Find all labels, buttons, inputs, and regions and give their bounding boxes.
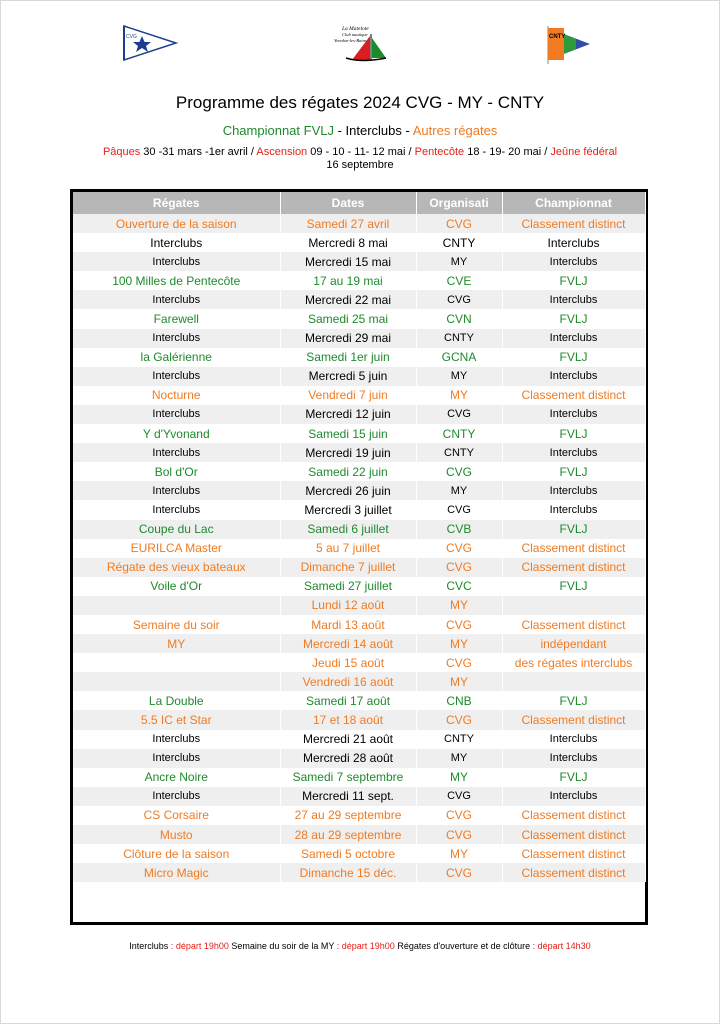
holidays-line <box>60 146 660 172</box>
cell-regate: Y d'Yvonand <box>73 424 280 443</box>
page-title: Programme des régates 2024 CVG - MY - CNTY <box>175 93 545 112</box>
cell-championnat: FVLJ <box>502 348 645 367</box>
cell-date: Samedi 27 avril <box>280 214 416 233</box>
cell-date: 28 au 29 septembre <box>280 825 416 844</box>
table-row <box>73 653 645 672</box>
cell-regate: MY <box>73 634 280 653</box>
cell-regate: Coupe du Lac <box>73 520 280 539</box>
cell-date: Jeudi 15 août <box>280 653 416 672</box>
table-header-row <box>73 192 645 214</box>
cell-date: Mercredi 8 mai <box>280 233 416 252</box>
subtitle-interclubs: Interclubs <box>345 123 402 138</box>
cell-date: Mercredi 15 mai <box>280 252 416 271</box>
cell-organisation: MY <box>416 367 502 386</box>
cell-organisation: CNTY <box>416 730 502 749</box>
cell-regate: CS Corsaire <box>73 806 280 825</box>
cell-organisation: CVG <box>416 462 502 481</box>
regattas-table-frame <box>70 189 648 925</box>
cell-date: Mercredi 12 juin <box>280 405 416 424</box>
table-row <box>73 252 645 271</box>
cell-regate: 5.5 IC et Star <box>73 710 280 729</box>
cell-organisation: MY <box>416 634 502 653</box>
cell-championnat: FVLJ <box>502 271 645 290</box>
cell-championnat: FVLJ <box>502 520 645 539</box>
footer-text: Régates d'ouverture et de clôture <box>397 941 531 951</box>
cell-championnat: FVLJ <box>502 462 645 481</box>
cell-organisation: CNTY <box>416 443 502 462</box>
cell-regate: Semaine du soir <box>73 615 280 634</box>
cell-regate: Interclubs <box>73 290 280 309</box>
cell-regate: Clôture de la saison <box>73 844 280 863</box>
cell-date: Mercredi 22 mai <box>280 290 416 309</box>
cell-championnat: FVLJ <box>502 424 645 443</box>
cell-organisation: CVE <box>416 271 502 290</box>
table-row <box>73 386 645 405</box>
cell-organisation: CNTY <box>416 424 502 443</box>
footer-note <box>0 941 720 951</box>
cell-organisation: MY <box>416 252 502 271</box>
cell-date: Mercredi 21 août <box>280 730 416 749</box>
cell-championnat: Interclubs <box>502 252 645 271</box>
table-row <box>73 405 645 424</box>
cell-championnat: Classement distinct <box>502 615 645 634</box>
column-header-championnat: Championnat <box>502 192 645 214</box>
cell-organisation: CVB <box>416 520 502 539</box>
table-row <box>73 615 645 634</box>
holiday-dates: 18 - 19- 20 mai <box>464 146 545 158</box>
cell-championnat: Interclubs <box>502 730 645 749</box>
holiday-sep: / <box>408 146 415 158</box>
column-header-organisation: Organisati <box>416 192 502 214</box>
cell-championnat: des régates interclubs <box>502 653 645 672</box>
cell-championnat: FVLJ <box>502 577 645 596</box>
cell-date: 17 au 19 mai <box>280 271 416 290</box>
cell-regate: Nocturne <box>73 386 280 405</box>
footer-time: : départ 19h00 <box>168 941 232 951</box>
cvg-logo <box>120 24 180 62</box>
holiday-dates: 16 septembre <box>326 159 394 171</box>
cell-organisation: CVG <box>416 539 502 558</box>
cell-date: Mercredi 26 juin <box>280 481 416 500</box>
table-row <box>73 749 645 768</box>
cell-date: 27 au 29 septembre <box>280 806 416 825</box>
table-row <box>73 730 645 749</box>
cell-championnat: Classement distinct <box>502 710 645 729</box>
cell-championnat: FVLJ <box>502 768 645 787</box>
cell-date: Mercredi 19 juin <box>280 443 416 462</box>
subtitle-fvlj: Championnat FVLJ <box>222 123 334 138</box>
regattas-table <box>73 192 646 882</box>
table-row <box>73 558 645 577</box>
table-row <box>73 462 645 481</box>
cell-championnat: FVLJ <box>502 691 645 710</box>
footer-text: Interclubs <box>129 941 169 951</box>
subtitle-autres: Autres régates <box>412 123 498 138</box>
cell-organisation: GCNA <box>416 348 502 367</box>
cell-organisation: MY <box>416 481 502 500</box>
cell-regate: Interclubs <box>73 233 280 252</box>
cell-championnat: FVLJ <box>502 309 645 328</box>
cell-organisation: CVN <box>416 309 502 328</box>
cell-organisation: CVG <box>416 863 502 882</box>
cell-date: Mardi 13 août <box>280 615 416 634</box>
cell-organisation: CVG <box>416 825 502 844</box>
table-row <box>73 844 645 863</box>
cell-organisation: MY <box>416 749 502 768</box>
cell-championnat: Interclubs <box>502 749 645 768</box>
cell-regate: La Double <box>73 691 280 710</box>
cell-championnat: Interclubs <box>502 787 645 806</box>
table-row <box>73 500 645 519</box>
cell-organisation: MY <box>416 386 502 405</box>
cell-date: 5 au 7 juillet <box>280 539 416 558</box>
column-header-dates: Dates <box>280 192 416 214</box>
table-row <box>73 768 645 787</box>
cell-championnat: Interclubs <box>502 500 645 519</box>
table-row <box>73 520 645 539</box>
cell-date: Mercredi 3 juillet <box>280 500 416 519</box>
cell-organisation: CVG <box>416 405 502 424</box>
cell-organisation: MY <box>416 768 502 787</box>
cell-championnat: Classement distinct <box>502 558 645 577</box>
table-row <box>73 481 645 500</box>
cell-championnat: Interclubs <box>502 481 645 500</box>
cnty-logo <box>544 24 594 66</box>
table-row <box>73 577 645 596</box>
cell-regate: Interclubs <box>73 252 280 271</box>
cell-championnat <box>502 672 645 691</box>
cell-date: Vendredi 16 août <box>280 672 416 691</box>
my-logo <box>312 22 392 64</box>
cell-organisation: CVG <box>416 615 502 634</box>
cell-date: Samedi 27 juillet <box>280 577 416 596</box>
cell-championnat: Classement distinct <box>502 386 645 405</box>
cell-organisation: CNTY <box>416 329 502 348</box>
cell-regate <box>73 653 280 672</box>
holiday-label: Ascension <box>256 146 308 158</box>
footer-time: : départ 14h30 <box>530 941 591 951</box>
svg-text:La Matelote: La Matelote <box>342 26 369 32</box>
holiday-sep: / <box>250 146 257 158</box>
cell-regate: Interclubs <box>73 730 280 749</box>
table-row <box>73 233 645 252</box>
cell-date: Samedi 7 septembre <box>280 768 416 787</box>
cell-regate: Interclubs <box>73 481 280 500</box>
cell-date: Mercredi 29 mai <box>280 329 416 348</box>
cell-championnat: Interclubs <box>502 290 645 309</box>
svg-text:CNTY: CNTY <box>549 34 566 40</box>
cell-organisation: MY <box>416 844 502 863</box>
cell-championnat: Interclubs <box>502 233 645 252</box>
table-row <box>73 539 645 558</box>
table-row <box>73 271 645 290</box>
cell-date: Samedi 1er juin <box>280 348 416 367</box>
svg-text:CVG: CVG <box>126 34 137 40</box>
svg-text:Club nautique: Club nautique <box>342 32 368 37</box>
table-row <box>73 214 645 233</box>
cell-regate: la Galérienne <box>73 348 280 367</box>
cell-regate <box>73 672 280 691</box>
cell-organisation: CVG <box>416 214 502 233</box>
cell-championnat: Classement distinct <box>502 825 645 844</box>
cell-date: Samedi 5 octobre <box>280 844 416 863</box>
cell-championnat: Interclubs <box>502 405 645 424</box>
table-row <box>73 424 645 443</box>
cell-date: Samedi 25 mai <box>280 309 416 328</box>
cell-organisation: CVG <box>416 290 502 309</box>
holiday-sep: / <box>544 146 551 158</box>
cell-date: Vendredi 7 juin <box>280 386 416 405</box>
cell-championnat <box>502 596 645 615</box>
cell-regate: Interclubs <box>73 749 280 768</box>
cell-championnat: Classement distinct <box>502 844 645 863</box>
cell-regate: Interclubs <box>73 367 280 386</box>
cell-organisation: CVG <box>416 710 502 729</box>
cell-championnat: Interclubs <box>502 329 645 348</box>
cell-organisation: CVG <box>416 787 502 806</box>
cell-regate: 100 Milles de Pentecôte <box>73 271 280 290</box>
footer-time: : départ 19h00 <box>334 941 398 951</box>
cell-regate: Ouverture de la saison <box>73 214 280 233</box>
table-row <box>73 596 645 615</box>
cell-championnat: Classement distinct <box>502 539 645 558</box>
cell-date: Lundi 12 août <box>280 596 416 615</box>
cell-date: Samedi 17 août <box>280 691 416 710</box>
cell-regate: Interclubs <box>73 329 280 348</box>
cell-regate: Bol d'Or <box>73 462 280 481</box>
table-row <box>73 290 645 309</box>
table-row <box>73 863 645 882</box>
table-row <box>73 825 645 844</box>
cell-regate: Régate des vieux bateaux <box>73 558 280 577</box>
cell-date: Samedi 22 juin <box>280 462 416 481</box>
table-row <box>73 348 645 367</box>
subtitle-sep: - <box>401 123 413 138</box>
table-row <box>73 634 645 653</box>
table-row <box>73 367 645 386</box>
table-row <box>73 329 645 348</box>
holiday-label: Pâques <box>102 146 141 158</box>
cell-organisation: CVG <box>416 500 502 519</box>
cell-date: Mercredi 5 juin <box>280 367 416 386</box>
cell-regate: Musto <box>73 825 280 844</box>
holiday-dates: 30 -31 mars -1er avril <box>140 146 251 158</box>
cell-championnat: Interclubs <box>502 443 645 462</box>
footer-text: Semaine du soir de la MY <box>231 941 335 951</box>
cell-organisation: CVC <box>416 577 502 596</box>
cell-organisation: CVG <box>416 806 502 825</box>
cell-regate: EURILCA Master <box>73 539 280 558</box>
cell-championnat: Classement distinct <box>502 806 645 825</box>
table-row <box>73 691 645 710</box>
cell-date: Dimanche 7 juillet <box>280 558 416 577</box>
subtitle <box>0 123 720 138</box>
cell-organisation: MY <box>416 672 502 691</box>
cell-date: Mercredi 14 août <box>280 634 416 653</box>
cell-organisation: CNTY <box>416 233 502 252</box>
column-header-regates: Régates <box>73 192 280 214</box>
cell-regate: Micro Magic <box>73 863 280 882</box>
table-row <box>73 443 645 462</box>
cell-date: Mercredi 28 août <box>280 749 416 768</box>
cell-regate: Interclubs <box>73 787 280 806</box>
cell-regate: Interclubs <box>73 405 280 424</box>
holiday-dates: 09 - 10 - 11- 12 mai <box>307 146 409 158</box>
cell-organisation: CNB <box>416 691 502 710</box>
subtitle-sep: - <box>333 123 346 138</box>
cell-organisation: CVG <box>416 558 502 577</box>
cell-championnat: Classement distinct <box>502 863 645 882</box>
cell-regate: Ancre Noire <box>73 768 280 787</box>
cell-date: Samedi 15 juin <box>280 424 416 443</box>
cell-regate <box>73 596 280 615</box>
table-row <box>73 672 645 691</box>
cell-championnat: Classement distinct <box>502 214 645 233</box>
cell-organisation: CVG <box>416 653 502 672</box>
table-row <box>73 806 645 825</box>
cell-regate: Farewell <box>73 309 280 328</box>
table-row <box>73 309 645 328</box>
svg-text:Yverdon-les-Bains: Yverdon-les-Bains <box>334 38 367 43</box>
cell-date: Samedi 6 juillet <box>280 520 416 539</box>
table-row <box>73 787 645 806</box>
cell-date: Dimanche 15 déc. <box>280 863 416 882</box>
cell-regate: Interclubs <box>73 443 280 462</box>
table-body <box>73 214 645 882</box>
holiday-label: Jeûne fédéral <box>550 146 618 158</box>
cell-date: 17 et 18 août <box>280 710 416 729</box>
cell-regate: Voile d'Or <box>73 577 280 596</box>
cell-regate: Interclubs <box>73 500 280 519</box>
cell-championnat: indépendant <box>502 634 645 653</box>
cell-organisation: MY <box>416 596 502 615</box>
cell-date: Mercredi 11 sept. <box>280 787 416 806</box>
table-row <box>73 710 645 729</box>
cell-championnat: Interclubs <box>502 367 645 386</box>
holiday-label: Pentecôte <box>414 146 465 158</box>
